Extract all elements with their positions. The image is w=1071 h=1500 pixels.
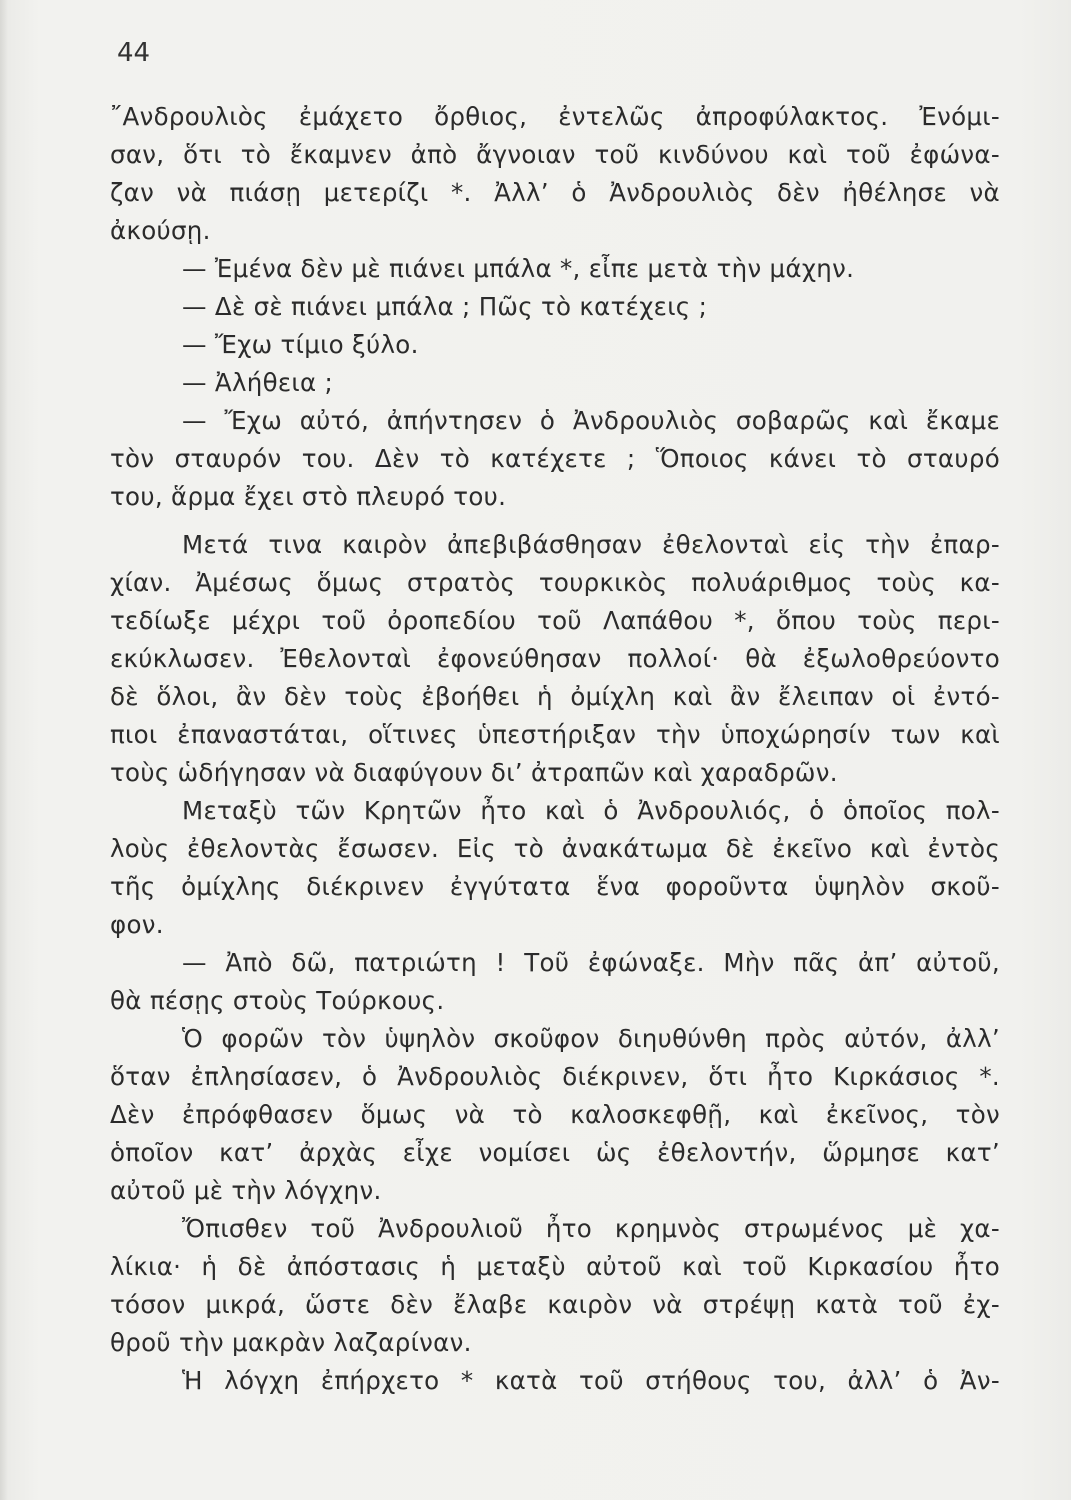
text-line: φον.: [110, 910, 164, 939]
text-line: ῎Ανδρουλιὸς ἐμάχετο ὄρθιος, ἐντελῶς ἀπροφύλακτος. Ἐνόμι-: [110, 102, 1000, 131]
text-line: εκύκλωσεν. Ἐθελονταὶ ἐφονεύθησαν πολλοί· θὰ ἐξωλοθρεύοντο: [110, 644, 1000, 673]
text-line: — Δὲ σὲ πιάνει μπάλα ; Πῶς τὸ κατέχεις ;: [182, 292, 708, 321]
text-line: του, ἅρμα ἔχει στὸ πλευρό του.: [110, 482, 507, 511]
text-line: δὲ ὅλοι, ἂν δὲν τοὺς ἐβοήθει ἡ ὀμίχλη καὶ ἂν ἔλειπαν οἱ ἐντό-: [110, 682, 1000, 711]
text-line: Ἡ λόγχη ἐπήρχετο * κατὰ τοῦ στήθους του, ἀλλ’ ὁ Ἀν-: [182, 1366, 1000, 1395]
text-line: — Ἀπὸ δῶ, πατριώτη ! Τοῦ ἐφώναξε. Μὴν πᾶς ἀπ’ αὐτοῦ,: [182, 948, 1000, 977]
text-line: τὸν σταυρόν του. Δὲν τὸ κατέχετε ; Ὅποιος κάνει τὸ σταυρό: [110, 444, 1000, 473]
text-line: — Ἐμένα δὲν μὲ πιάνει μπάλα *, εἶπε μετὰ τὴν μάχην.: [182, 254, 855, 283]
text-line: — Ἔχω τίμιο ξύλο.: [182, 330, 419, 359]
text-line: πιοι ἐπαναστάται, οἵτινες ὑπεστήριξαν τὴν ὑποχώρησίν των καὶ: [110, 720, 1000, 749]
text-line: σαν, ὅτι τὸ ἔκαμνεν ἀπὸ ἄγνοιαν τοῦ κινδύνου καὶ τοῦ ἐφώνα-: [110, 140, 1000, 169]
text-line: Μεταξὺ τῶν Κρητῶν ἦτο καὶ ὁ Ἀνδρουλιός, ὁ ὁποῖος πολ-: [182, 796, 1000, 825]
text-line: ζαν νὰ πιάσῃ μετερίζι *. Ἀλλ’ ὁ Ἀνδρουλιὸς δὲν ἠθέλησε νὰ: [110, 178, 1000, 207]
page-number: 44: [117, 38, 151, 68]
text-line: θροῦ τὴν μακρὰν λαζαρίναν.: [110, 1328, 472, 1357]
body-text: [110, 98, 1000, 1400]
text-line: Ὄπισθεν τοῦ Ἀνδρουλιοῦ ἦτο κρημνὸς στρωμένος μὲ χα-: [182, 1214, 1000, 1243]
text-line: θὰ πέσῃς στοὺς Τούρκους.: [110, 986, 445, 1015]
text-line: αὐτοῦ μὲ τὴν λόγχην.: [110, 1176, 382, 1205]
text-line: — Ἔχω αὐτό, ἀπήντησεν ὁ Ἀνδρουλιὸς σοβαρῶς καὶ ἔκαμε: [182, 406, 1000, 435]
text-line: χίαν. Ἀμέσως ὅμως στρατὸς τουρκικὸς πολυάριθμος τοὺς κα-: [110, 568, 1000, 597]
text-line: ὅταν ἐπλησίασεν, ὁ Ἀνδρουλιὸς διέκρινεν, ὅτι ἦτο Κιρκάσιος *.: [110, 1062, 1000, 1091]
text-line: λοὺς ἐθελοντὰς ἔσωσεν. Εἰς τὸ ἀνακάτωμα δὲ ἐκεῖνο καὶ ἐντὸς: [110, 834, 1000, 863]
binding-edge: [0, 0, 8, 1500]
text-line: λίκια· ἡ δὲ ἀπόστασις ἡ μεταξὺ αὐτοῦ καὶ τοῦ Κιρκασίου ἦτο: [110, 1252, 1000, 1281]
text-line: τῆς ὀμίχλης διέκρινεν ἐγγύτατα ἕνα φοροῦντα ὑψηλὸν σκοῦ-: [110, 872, 1000, 901]
text-line: τεδίωξε μέχρι τοῦ ὀροπεδίου τοῦ Λαπάθου *, ὅπου τοὺς περι-: [110, 606, 1000, 635]
text-line: ὁποῖον κατ’ ἀρχὰς εἶχε νομίσει ὡς ἐθελοντήν, ὥρμησε κατ’: [110, 1138, 1000, 1167]
text-line: ἀκούσῃ.: [110, 216, 211, 245]
text-line: Δὲν ἐπρόφθασεν ὅμως νὰ τὸ καλοσκεφθῇ, καὶ ἐκεῖνος, τὸν: [110, 1100, 1000, 1129]
text-line: τοὺς ὡδήγησαν νὰ διαφύγουν δι’ ἀτραπῶν καὶ χαραδρῶν.: [110, 758, 838, 787]
text-line: — Ἀλήθεια ;: [182, 368, 334, 397]
text-line: Ὁ φορῶν τὸν ὑψηλὸν σκοῦφον διηυθύνθη πρὸς αὐτόν, ἀλλ’: [182, 1024, 1000, 1053]
text-line: Μετά τινα καιρὸν ἀπεβιβάσθησαν ἐθελονταὶ εἰς τὴν ἐπαρ-: [182, 530, 1000, 559]
text-line: τόσον μικρά, ὥστε δὲν ἔλαβε καιρὸν νὰ στρέψῃ κατὰ τοῦ ἐχ-: [110, 1290, 1000, 1319]
